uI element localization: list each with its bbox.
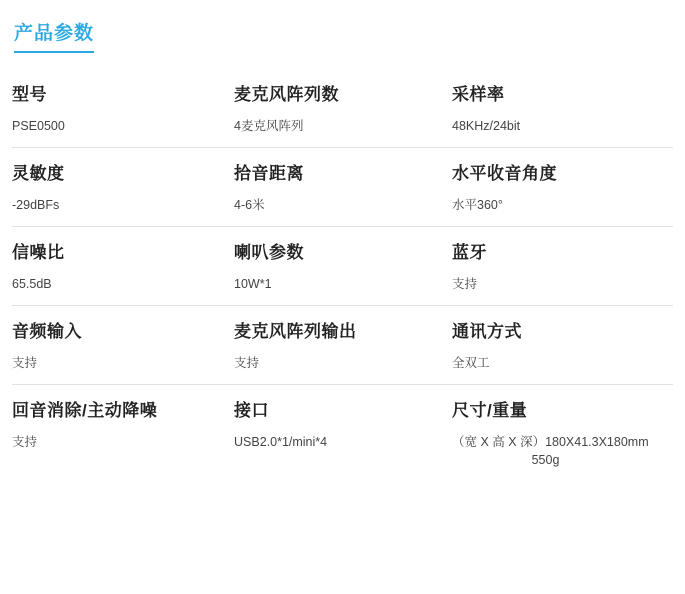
spec-value: -29dBFs — [12, 198, 60, 212]
spec-value: 支持 — [12, 435, 38, 449]
spec-cell — [234, 83, 452, 135]
spec-cell — [12, 320, 234, 372]
spec-value: PSE0500 — [12, 119, 65, 133]
spec-value: 支持 — [12, 356, 38, 370]
spec-label: 麦克风阵列数 — [234, 85, 339, 104]
spec-label: 水平收音角度 — [452, 164, 557, 183]
spec-label: 麦克风阵列输出 — [234, 322, 357, 341]
spec-value-line1: （宽 X 高 X 深）180X41.3X180mm — [452, 435, 649, 449]
spec-label: 蓝牙 — [452, 243, 487, 262]
spec-cell — [234, 162, 452, 214]
spec-cell — [12, 83, 234, 135]
spec-value: 支持 — [234, 356, 260, 370]
spec-cell — [452, 399, 673, 469]
spec-label: 音频输入 — [12, 322, 82, 341]
spec-label: 喇叭参数 — [234, 243, 304, 262]
spec-value: 4-6米 — [234, 198, 265, 212]
page-title: 产品参数 — [14, 18, 94, 53]
spec-value: 48KHz/24bit — [452, 119, 521, 133]
table-row — [12, 79, 673, 148]
spec-value: USB2.0*1/mini*4 — [234, 435, 328, 449]
spec-value: 4麦克风阵列 — [234, 119, 304, 133]
spec-value: 65.5dB — [12, 277, 52, 291]
spec-label: 拾音距离 — [234, 164, 304, 183]
table-row — [12, 148, 673, 227]
spec-cell — [12, 399, 234, 469]
spec-label: 回音消除/主动降噪 — [12, 401, 158, 420]
table-row — [12, 306, 673, 385]
spec-value: 全双工 — [452, 356, 490, 370]
spec-cell — [12, 162, 234, 214]
spec-label: 尺寸/重量 — [452, 401, 528, 420]
spec-table — [12, 79, 673, 481]
spec-value: 水平360° — [452, 198, 503, 212]
spec-label: 采样率 — [452, 85, 505, 104]
spec-cell — [452, 83, 673, 135]
spec-cell — [452, 241, 673, 293]
spec-label: 信噪比 — [12, 243, 65, 262]
spec-label: 灵敏度 — [12, 164, 65, 183]
spec-cell — [452, 162, 673, 214]
table-row — [12, 227, 673, 306]
spec-cell — [234, 399, 452, 469]
spec-value: 支持 — [452, 277, 478, 291]
spec-label: 通讯方式 — [452, 322, 522, 341]
spec-cell — [234, 241, 452, 293]
spec-label: 接口 — [234, 401, 269, 420]
section-header — [12, 0, 673, 53]
spec-value: 10W*1 — [234, 277, 272, 291]
spec-value-line2: 550g — [531, 453, 560, 467]
spec-cell — [452, 320, 673, 372]
spec-label: 型号 — [12, 85, 47, 104]
spec-cell — [12, 241, 234, 293]
table-row — [12, 385, 673, 481]
spec-value — [452, 433, 663, 469]
spec-cell — [234, 320, 452, 372]
